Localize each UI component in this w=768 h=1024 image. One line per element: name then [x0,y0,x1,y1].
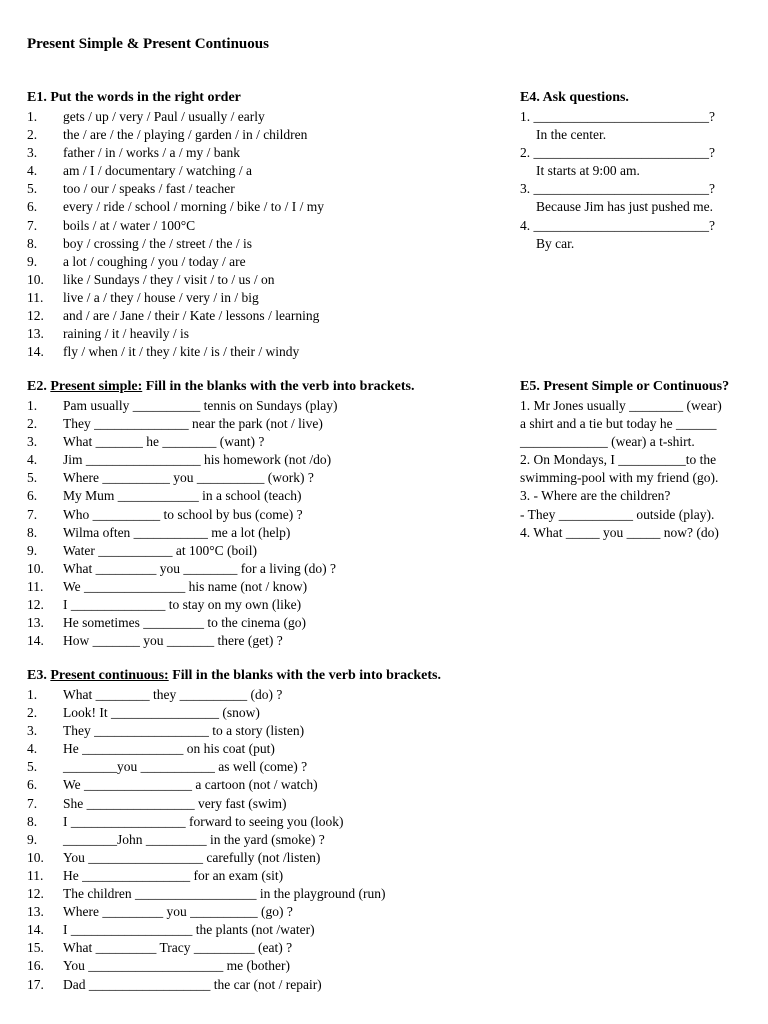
item-number: 4. [27,163,38,179]
item-number: 11. [27,578,44,594]
item-text: a lot / coughing / you / today / are [63,253,246,269]
item-text: father / in / works / a / my / bank [63,145,240,161]
item-text: I ______________ to stay on my own (like) [63,597,302,613]
e5-line: 1. Mr Jones usually ________ (wear) [520,398,722,413]
item-text: He sometimes _________ to the cinema (go) [63,615,306,631]
item-number: 2. [27,127,38,143]
item-text: gets / up / very / Paul / usually / early [63,109,265,124]
item-text: We ________________ a cartoon (not / watch) [63,777,318,793]
item-number: 10. [27,271,44,287]
item-text: too / our / speaks / fast / teacher [63,181,235,197]
e4-answer: By car. [536,235,575,251]
item-number: 3. [27,434,38,450]
e5-line: 3. - Where are the children? [520,488,671,504]
item-text: How _______ you _______ there (get) ? [63,633,283,649]
e5-line: 4. What _____ you _____ now? (do) [520,524,719,540]
item-number: 4. [27,452,38,468]
page-title: Present Simple & Present Continuous [27,36,269,52]
e2-heading-suffix: Fill in the blanks with the verb into brackets. [145,379,415,394]
e4-answer: In the center. [536,127,607,143]
item-number: 6. [27,488,38,504]
e4-answer: It starts at 9:00 am. [536,163,640,179]
item-number: 9. [27,831,38,847]
item-number: 14. [27,922,44,938]
e4-heading: E4. Ask questions. [520,90,629,105]
item-text: am / I / documentary / watching / a [63,163,252,179]
item-text: What ________ they __________ (do) ? [63,687,283,702]
e1-heading: E1. Put the words in the right order [27,90,241,105]
e5-line: _____________ (wear) a t-shirt. [520,434,695,450]
item-number: 3. [27,723,38,739]
item-number: 10. [27,560,44,576]
item-number: 4. [27,741,38,757]
e4-question-blank: 1. __________________________? [520,109,715,124]
item-number: 3. [27,145,38,161]
e4-question-blank: 4. __________________________? [520,217,715,233]
item-text: every / ride / school / morning / bike / to / I / my [63,199,324,215]
item-text: We _______________ his name (not / know) [63,578,308,594]
item-text: boils / at / water / 100°C [63,217,196,233]
item-number: 1. [27,109,38,124]
item-number: 5. [27,759,38,775]
item-text: What _________ you ________ for a living (do) ? [63,560,336,576]
e3-heading-underlined: Present continuous: [50,668,169,683]
item-text: ________John _________ in the yard (smoke) ? [63,831,325,847]
item-number: 12. [27,886,44,902]
item-number: 8. [27,813,38,829]
item-number: 5. [27,181,38,197]
item-text: They _________________ to a story (listen) [63,723,305,739]
item-text: raining / it / heavily / is [63,326,189,342]
item-number: 2. [27,416,38,432]
item-text: I _________________ forward to seeing you (look) [63,813,344,829]
item-text: The children __________________ in the playground (run) [63,886,386,902]
item-text: and / are / Jane / their / Kate / lessons / learning [63,308,320,324]
item-number: 8. [27,524,38,540]
e5-line: swimming-pool with my friend (go). [520,470,719,486]
item-text: fly / when / it / they / kite / is / their / windy [63,344,300,360]
item-number: 13. [27,615,44,631]
item-number: 7. [27,217,38,233]
item-number: 2. [27,705,38,721]
item-text: He ________________ for an exam (sit) [63,867,284,883]
item-number: 6. [27,199,38,215]
item-text: Where _________ you __________ (go) ? [63,904,293,920]
e5-list [520,397,722,542]
item-number: 7. [27,795,38,811]
e3-heading [27,668,441,684]
item-text: live / a / they / house / very / in / big [63,289,259,305]
item-text: He _______________ on his coat (put) [63,741,275,757]
e4-question-blank: 2. __________________________? [520,145,715,161]
e4-list [520,108,715,253]
e5-line: a shirt and a tie but today he ______ [520,416,717,432]
e4-question-blank: 3. __________________________? [520,181,715,197]
e4-answer: Because Jim has just pushed me. [536,199,713,215]
item-text: Who __________ to school by bus (come) ? [63,506,303,522]
item-number: 13. [27,326,44,342]
item-text: You ____________________ me (bother) [63,958,290,974]
item-number: 14. [27,633,44,649]
e2-heading-underlined: Present simple: [50,379,143,394]
item-text: You _________________ carefully (not /listen) [63,849,321,865]
e5-line: 2. On Mondays, I __________to the [520,452,717,468]
item-number: 6. [27,777,38,793]
item-number: 13. [27,904,44,920]
item-number: 7. [27,506,38,522]
item-number: 14. [27,344,44,360]
e5-heading: E5. Present Simple or Continuous? [520,379,730,394]
e2-heading-prefix: E2. [27,379,47,394]
item-text: the / are / the / playing / garden / in / children [63,127,308,143]
item-text: like / Sundays / they / visit / to / us / on [63,271,275,287]
item-text: ________you ___________ as well (come) ? [63,759,308,775]
item-number: 9. [27,542,38,558]
item-number: 10. [27,849,44,865]
item-number: 1. [27,398,38,413]
item-text: I __________________ the plants (not /water) [63,922,315,938]
item-number: 15. [27,940,44,956]
item-text: Look! It ________________ (snow) [63,705,260,721]
item-number: 12. [27,597,44,613]
item-text: What _______ he ________ (want) ? [63,434,265,450]
item-number: 11. [27,867,44,883]
e5-line: - They ___________ outside (play). [520,506,715,522]
item-number: 1. [27,687,38,702]
e2-heading [27,379,414,395]
e3-heading-suffix: Fill in the blanks with the verb into brackets. [172,668,441,683]
item-number: 11. [27,289,44,305]
item-number: 17. [27,976,44,992]
item-text: Where __________ you __________ (work) ? [63,470,314,486]
item-number: 12. [27,308,44,324]
item-text: Water ___________ at 100°C (boil) [63,542,258,558]
item-number: 8. [27,235,38,251]
item-text: She ________________ very fast (swim) [63,795,287,811]
e3-heading-prefix: E3. [27,668,47,683]
item-text: Jim _________________ his homework (not /do) [63,452,332,468]
item-text: Dad __________________ the car (not / repair) [63,976,322,992]
item-text: Pam usually __________ tennis on Sundays (play) [63,398,338,413]
item-text: Wilma often ___________ me a lot (help) [63,524,291,540]
item-text: My Mum ____________ in a school (teach) [63,488,302,504]
item-text: What _________ Tracy _________ (eat) ? [63,940,293,956]
item-number: 5. [27,470,38,486]
item-text: boy / crossing / the / street / the / is [63,235,252,251]
item-text: They ______________ near the park (not / live) [63,416,323,432]
item-number: 9. [27,253,38,269]
item-number: 16. [27,958,44,974]
